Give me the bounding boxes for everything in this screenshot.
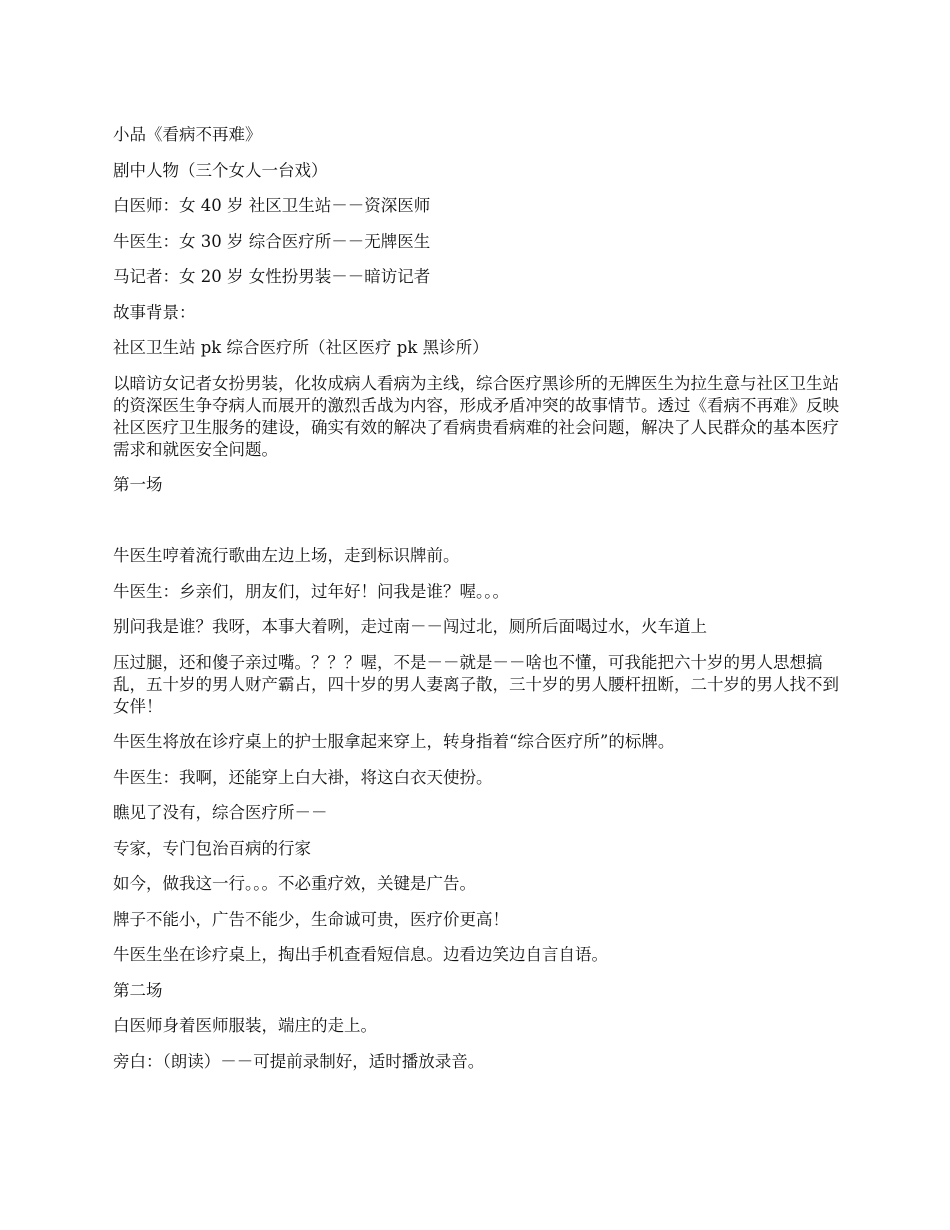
background-subtitle: 社区卫生站 pk 综合医疗所（社区医疗 pk 黑诊所） [113,338,489,357]
scene1-line: 牛医生哼着流行歌曲左边上场，走到标识牌前。 [113,546,460,565]
scene1-line: 牛医生：我啊，还能穿上白大褂，将这白衣天使扮。 [113,767,493,787]
scene1-line: 牛医生坐在诊疗桌上，掏出手机查看短信息。边看边笑边自言自语。 [113,945,608,964]
blank-line [113,496,843,545]
scene1-line: 牛医生将放在诊疗桌上的护士服拿起来穿上，转身指着“综合医疗所”的标牌。 [113,732,675,751]
scene1-line: 别问我是谁？我呀，本事大着咧，走过南－－闯过北，厕所后面喝过水，火车道上 [113,617,707,636]
scene1-line: 如今，做我这一行。。。不必重疗效，关键是广告。 [113,874,476,893]
document-body [113,124,843,1086]
cast-member: 马记者：女 20 岁 女性扮男装－－暗访记者 [113,267,431,286]
cast-heading: 剧中人物（三个女人一台戏） [113,160,328,180]
scene1-heading: 第一场 [113,475,163,494]
scene1-line: 专家，专门包治百病的行家 [113,838,311,858]
cast-member: 白医师：女 40 岁 社区卫生站－－资深医师 [113,196,431,215]
scene2-line: 白医师身着医师服装，端庄的走上。 [113,1016,377,1035]
scene1-line: 牛医生：乡亲们，朋友们，过年好！问我是谁？喔。。。 [113,581,509,601]
scene1-line: 牌子不能小，广告不能少，生命诚可贵，医疗价更高！ [113,909,509,929]
scene1-line: 瞧见了没有，综合医疗所－－ [113,803,328,822]
scene2-line: 旁白：（朗读）－－可提前录制好，适时播放录音。 [113,1051,485,1071]
background-heading: 故事背景： [113,302,196,322]
scene2-heading: 第二场 [113,980,163,1000]
scene1-line: 压过腿，还和傻子亲过嘴。？？？喔，不是－－就是－－啥也不懂，可我能把六十岁的男人思想搞乱，五十岁的男人财产霸占，四十岁的男人妻离子散，三十岁的男人腰杆扭断，二十岁的男人找不到女伴！ [113,652,839,716]
cast-member: 牛医生：女 30 岁 综合医疗所－－无牌医生 [113,231,431,251]
background-paragraph: 以暗访女记者女扮男装，化妆成病人看病为主线，综合医疗黑诊所的无牌医生为拉生意与社区卫生站的资深医生争夺病人而展开的激烈舌战为内容，形成矛盾冲突的故事情节。透过《看病不再难》反映社区医疗卫生服务的建设，确实有效的解决了看病贵看病难的社会问题，解决了人民群众的基本医疗需求和就医安全问题。 [113,373,839,459]
document-title: 小品《看病不再难》 [113,125,262,144]
